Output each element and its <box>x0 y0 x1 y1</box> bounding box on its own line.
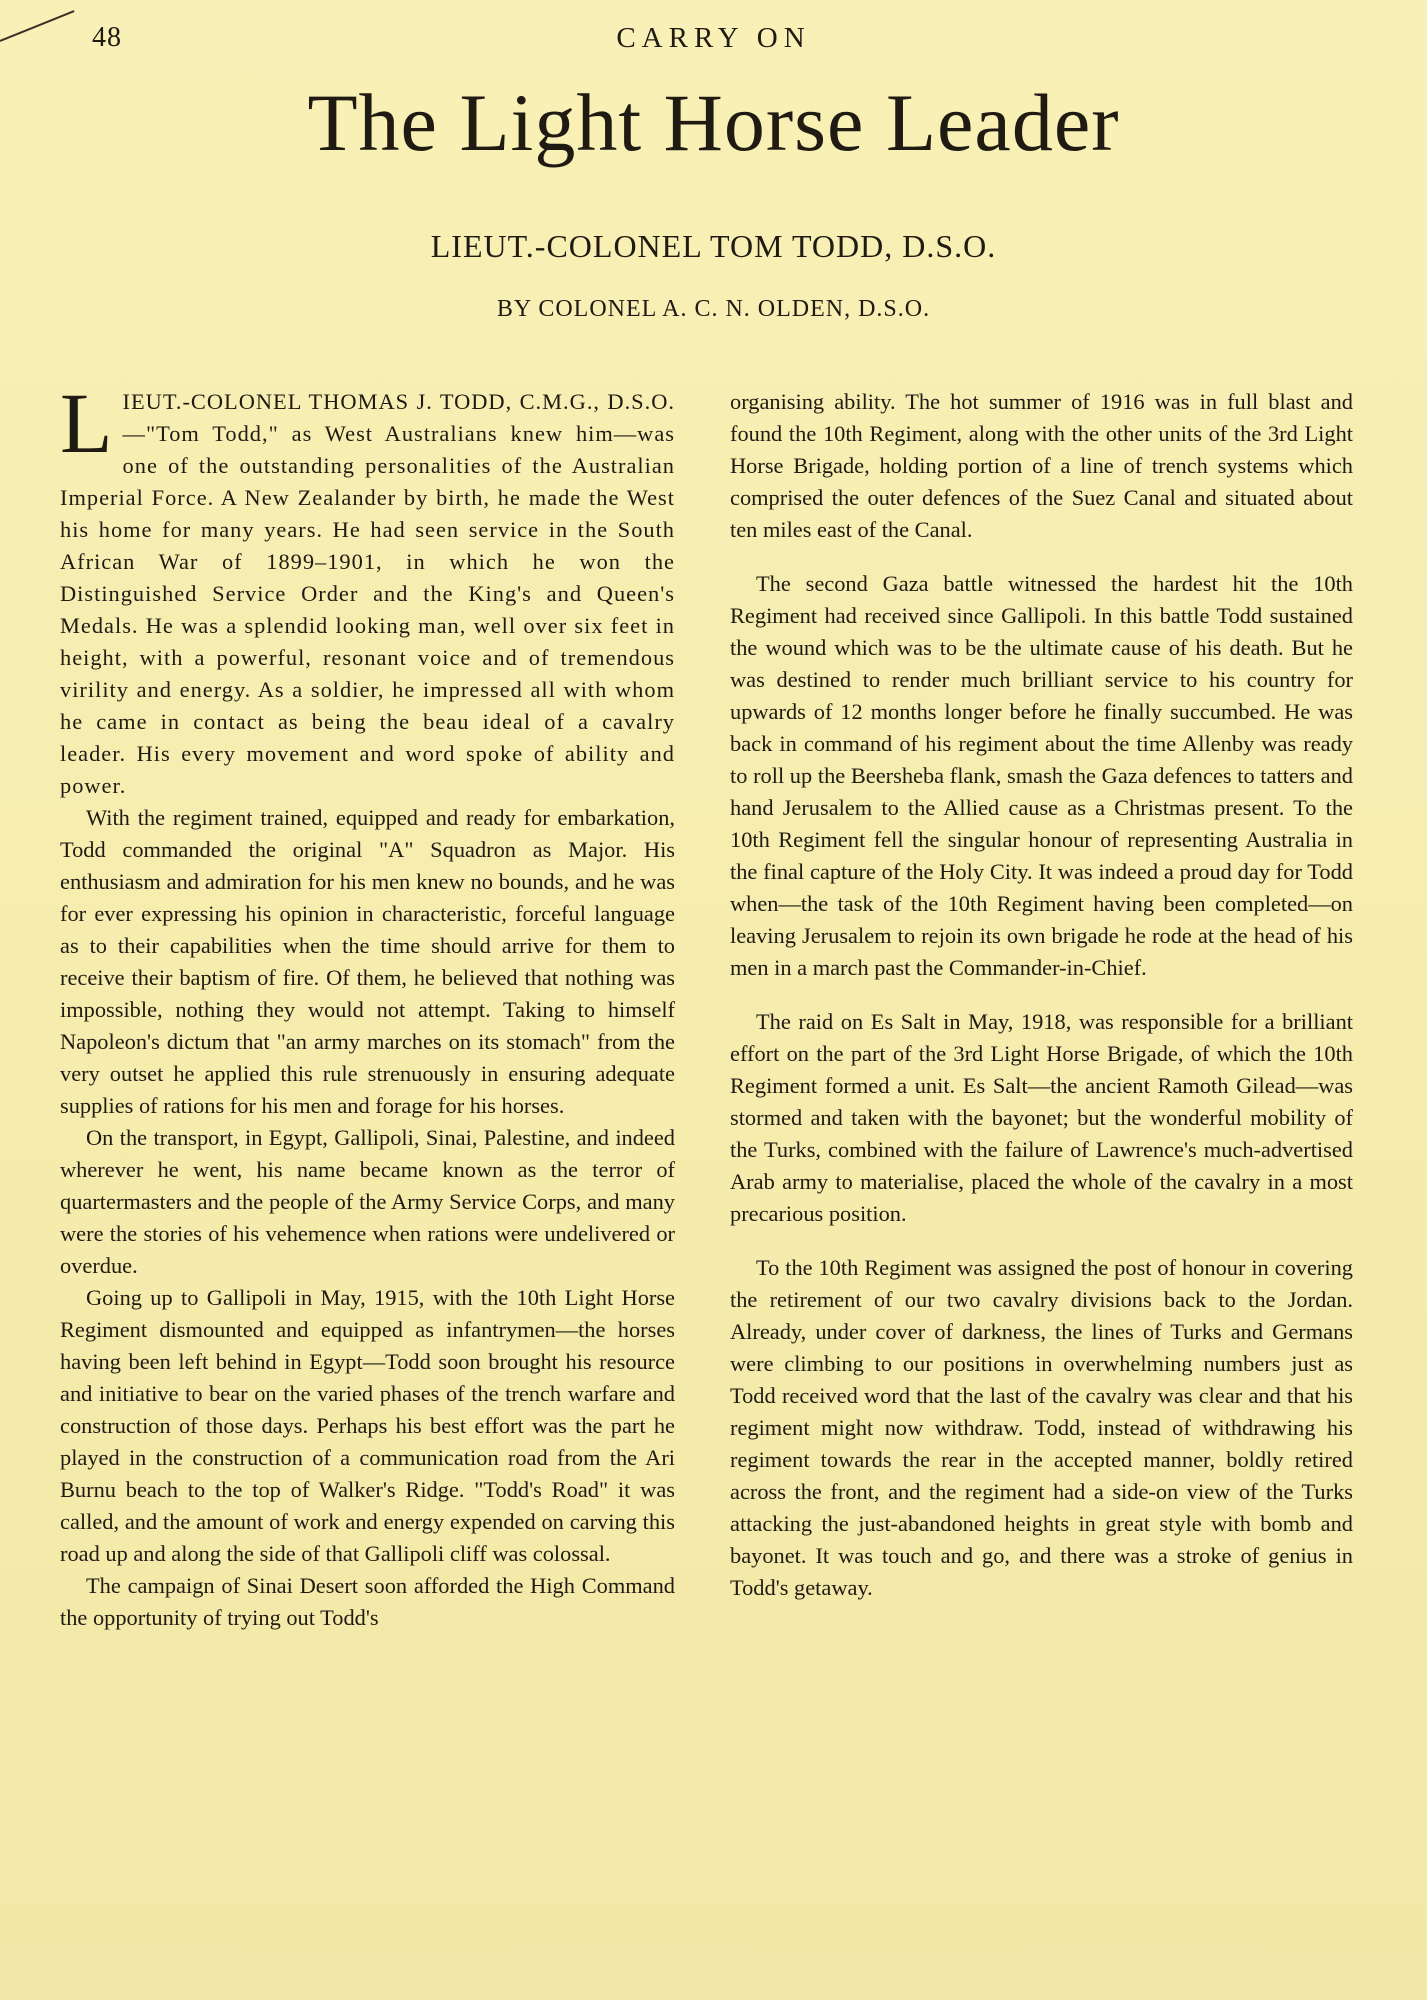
body-paragraph: On the transport, in Egypt, Gallipoli, Sinai, Palestine, and indeed wherever he went, his name became known as the terror of quartermasters and the people of the Army Service Corps, and many were the stories of his vehemence when rations were undelivered or overdue. <box>60 1125 675 1278</box>
left-column <box>60 375 675 1634</box>
body-paragraph: To the 10th Regiment was assigned the post of honour in covering the retirement of our two cavalry divisions back to the Jordan. Already, under cover of darkness, the lines of Turks and Germans were climbing to our positions in overwhelming numbers just as Todd received word that the last of the cavalry was clear and that his regiment might now withdraw. Todd, instead of withdrawing his regiment towards the rear in the accepted manner, boldly retired across the front, and the regiment had a side-on view of the Turks attacking the just-abandoned heights in great style with bomb and bayonet. It was touch and go, and there was a stroke of genius in Todd's getaway. <box>730 1255 1353 1600</box>
article-subtitle: LIEUT.-COLONEL TOM TODD, D.S.O. <box>430 228 997 264</box>
body-paragraph: The raid on Es Salt in May, 1918, was responsible for a brilliant effort on the part of the 3rd Light Horse Brigade, of which the 10th Regiment formed a unit. Es Salt—the ancient Ramoth Gilead—was stormed and taken with the bayonet; but the wonderful mobility of the Turks, combined with the failure of Lawrence's much-advertised Arab army to materialise, placed the whole of the cavalry in a most precarious position. <box>730 1009 1353 1226</box>
running-head: CARRY ON <box>616 22 811 54</box>
body-paragraph: Going up to Gallipoli in May, 1915, with the 10th Light Horse Regiment dismounted and equipped as infantrymen—the horses having been left behind in Egypt—Todd soon brought his resource and initiative to bear on the varied phases of the trench warfare and construction of those days. Perhaps his best effort was the part he played in the construction of a communication road from the Ari Burnu beach to the top of Walker's Ridge. "Todd's Road" it was called, and the amount of work and energy expended on carving this road up and along the side of that Gallipoli cliff was colossal. <box>60 1285 675 1566</box>
body-paragraph: The second Gaza battle witnessed the hardest hit the 10th Regiment had received since Gallipoli. In this battle Todd sustained the wound which was to be the ultimate cause of his death. But he was destined to render much brilliant service to his country for upwards of 12 months longer before he finally succumbed. He was back in command of his regiment about the time Allenby was ready to roll up the Beersheba flank, smash the Gaza defences to tatters and hand Jerusalem to the Allied cause as a Christmas present. To the 10th Regiment fell the singular honour of representing Australia in the final capture of the Holy City. It was indeed a proud day for Todd when—the task of the 10th Regiment having been completed—on leaving Jerusalem to rejoin its own brigade he rode at the head of his men in a march past the Commander-in-Chief. <box>730 571 1353 980</box>
page-number: 48 <box>92 22 122 53</box>
body-paragraph: The campaign of Sinai Desert soon afforded the High Command the opportunity of trying out Todd's <box>60 1573 675 1630</box>
lead-paragraph <box>60 375 675 802</box>
body-paragraph: With the regiment trained, equipped and ready for embarkation, Todd commanded the original "A" Squadron as Major. His enthusiasm and admiration for his men knew no bounds, and he was for ever expressing his opinion in characteristic, forceful language as to their capabilities when the time should arrive for them to receive their baptism of fire. Of them, he believed that nothing was impossible, nothing they would not attempt. Taking to himself Napoleon's dictum that "an army marches on its stomach" from the very outset he applied this rule strenuously in ensuring adequate supplies of rations for his men and forage for his horses. <box>60 805 675 1118</box>
drop-cap: L <box>60 375 113 471</box>
right-column <box>730 386 1353 1604</box>
body-paragraph: organising ability. The hot summer of 1916 was in full blast and found the 10th Regiment, along with the other units of the 3rd Light Horse Brigade, holding portion of a line of trench systems which comprised the outer defences of the Suez Canal and situated about ten miles east of the Canal. <box>730 389 1353 542</box>
article-title: The Light Horse Leader <box>307 77 1120 168</box>
lead-paragraph-text: IEUT.-COLONEL THOMAS J. TODD, C.M.G., D.S.O.—"Tom Todd," as West Australians knew him—was one of the outstanding personalities of the Australian Imperial Force. A New Zealander by birth, he made the West his home for many years. He had seen service in the South African War of 1899–1901, in which he won the Distinguished Service Order and the King's and Queen's Medals. He was a splendid looking man, well over six feet in height, with a powerful, resonant voice and of tremendous virility and energy. As a soldier, he impressed all with whom he came in contact as being the beau ideal of a cavalry leader. His every movement and word spoke of ability and power. <box>60 389 675 798</box>
article-byline: BY COLONEL A. C. N. OLDEN, D.S.O. <box>496 296 931 322</box>
